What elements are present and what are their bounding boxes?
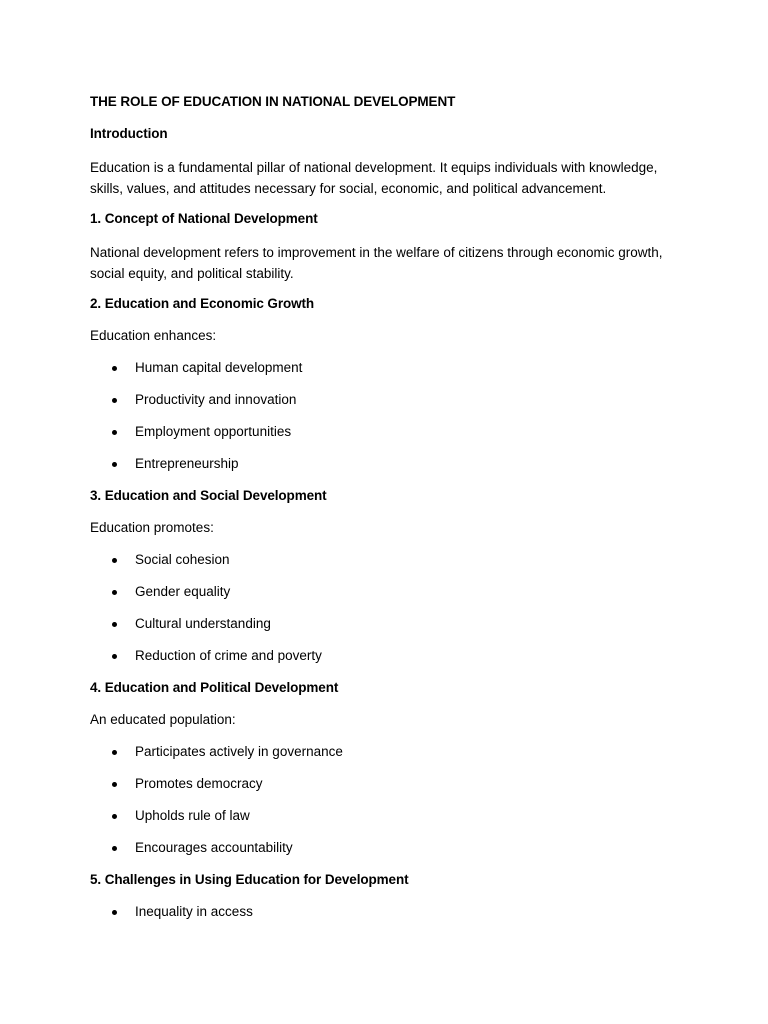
list-item: [90, 743, 690, 761]
bullet-icon: [112, 750, 117, 755]
bullet-list-political: [90, 743, 690, 857]
document-title: THE ROLE OF EDUCATION IN NATIONAL DEVELOPMENT: [90, 94, 456, 109]
section-intro-political: An educated population:: [90, 712, 236, 727]
list-item: [90, 903, 690, 921]
bullet-icon: [112, 622, 117, 627]
list-item: [90, 839, 690, 857]
list-item-text: Cultural understanding: [135, 616, 271, 631]
bullet-icon: [112, 558, 117, 563]
bullet-list-economic: [90, 359, 690, 473]
list-item: [90, 391, 690, 409]
section-heading-social: 3. Education and Social Development: [90, 488, 327, 503]
bullet-icon: [112, 910, 117, 915]
bullet-icon: [112, 430, 117, 435]
list-item: [90, 647, 690, 665]
list-item: [90, 359, 690, 377]
list-item-text: Human capital development: [135, 360, 303, 375]
bullet-icon: [112, 366, 117, 371]
list-item: [90, 455, 690, 473]
section-intro-economic: Education enhances:: [90, 328, 217, 343]
bullet-icon: [112, 782, 117, 787]
bullet-icon: [112, 814, 117, 819]
list-item: [90, 423, 690, 441]
list-item-text: Participates actively in governance: [135, 744, 343, 759]
list-item-text: Inequality in access: [135, 904, 253, 919]
list-item-text: Promotes democracy: [135, 776, 263, 791]
list-item-text: Reduction of crime and poverty: [135, 648, 322, 663]
section-heading-political: 4. Education and Political Development: [90, 680, 339, 695]
list-item-text: Encourages accountability: [135, 840, 293, 855]
list-item-text: Gender equality: [135, 584, 231, 599]
bullet-list-social: [90, 551, 690, 665]
list-item: [90, 807, 690, 825]
list-item: [90, 583, 690, 601]
section-heading-concept: 1. Concept of National Development: [90, 211, 318, 226]
list-item-text: Social cohesion: [135, 552, 230, 567]
list-item: [90, 615, 690, 633]
section-paragraph-concept: National development refers to improvement in the welfare of citizens through economic growth, social equity, and political stability.: [90, 245, 663, 281]
introduction-paragraph: Education is a fundamental pillar of national development. It equips individuals with knowledge, skills, values, and attitudes necessary for social, economic, and political advancement.: [90, 160, 658, 196]
bullet-icon: [112, 654, 117, 659]
introduction-heading: Introduction: [90, 126, 168, 141]
list-item-text: Employment opportunities: [135, 424, 292, 439]
document-page: [90, 93, 690, 935]
section-intro-social: Education promotes:: [90, 520, 214, 535]
bullet-icon: [112, 590, 117, 595]
list-item-text: Upholds rule of law: [135, 808, 250, 823]
list-item-text: Entrepreneurship: [135, 456, 239, 471]
section-heading-economic: 2. Education and Economic Growth: [90, 296, 315, 311]
list-item: [90, 775, 690, 793]
bullet-list-challenges: [90, 903, 690, 921]
list-item: [90, 551, 690, 569]
bullet-icon: [112, 398, 117, 403]
section-heading-challenges: 5. Challenges in Using Education for Development: [90, 872, 409, 887]
bullet-icon: [112, 846, 117, 851]
list-item-text: Productivity and innovation: [135, 392, 297, 407]
bullet-icon: [112, 462, 117, 467]
